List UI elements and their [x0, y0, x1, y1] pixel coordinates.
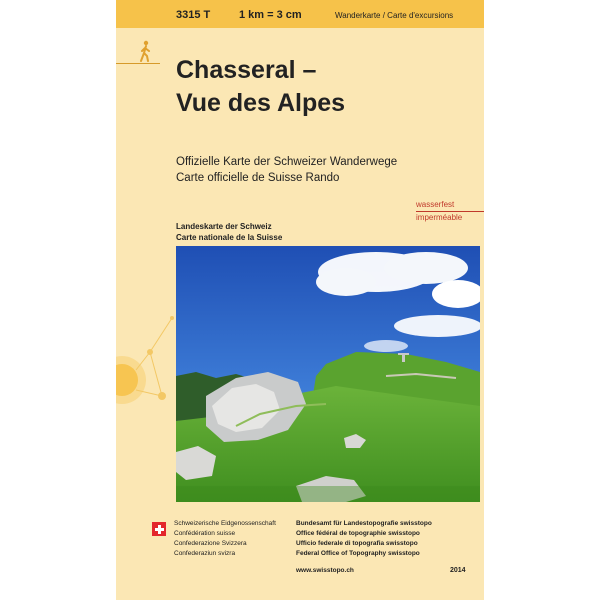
sun-decoration: [116, 310, 176, 430]
edition-year: 2014: [450, 567, 466, 574]
hiker-rule: [116, 63, 160, 64]
confederation-rm: Confederaziun svizra: [174, 550, 236, 557]
map-number: 3315 T: [176, 9, 211, 21]
waterproof-divider: [416, 211, 484, 212]
office-de: Bundesamt für Landestopografie swisstopo: [296, 520, 432, 527]
cover-photo: [176, 246, 480, 502]
waterproof-fr: imperméable: [416, 213, 463, 222]
map-scale: 1 km = 3 cm: [239, 9, 302, 21]
confederation-de: Schweizerische Eidgenossenschaft: [174, 520, 276, 527]
office-it: Ufficio federale di topografia swisstopo: [296, 540, 418, 547]
map-type: Wanderkarte / Carte d'excursions: [335, 11, 454, 20]
website-link[interactable]: www.swisstopo.ch: [296, 567, 354, 574]
office-fr: Office fédéral de topographie swisstopo: [296, 530, 420, 537]
confederation-it: Confederazione Svizzera: [174, 540, 247, 547]
confederation-fr: Confédération suisse: [174, 530, 236, 537]
office-en: Federal Office of Topography swisstopo: [296, 550, 420, 557]
series-line-1: Landeskarte der Schweiz: [176, 222, 272, 231]
subtitle-line-1: Offizielle Karte der Schweizer Wanderwege: [176, 156, 398, 168]
title-line-2: Vue des Alpes: [176, 89, 346, 117]
subtitle-line-2: Carte officielle de Suisse Rando: [176, 172, 340, 184]
hiker-icon: [138, 40, 152, 62]
map-title: [176, 54, 345, 120]
title-line-1: Chasseral –: [176, 56, 317, 84]
waterproof-de: wasserfest: [416, 200, 455, 209]
header-band: [116, 0, 484, 28]
series-line-2: Carte nationale de la Suisse: [176, 233, 283, 242]
swiss-cross-icon: [152, 522, 166, 536]
offices-block: [296, 519, 432, 559]
map-cover: [116, 0, 484, 600]
confederation-block: [174, 519, 276, 559]
